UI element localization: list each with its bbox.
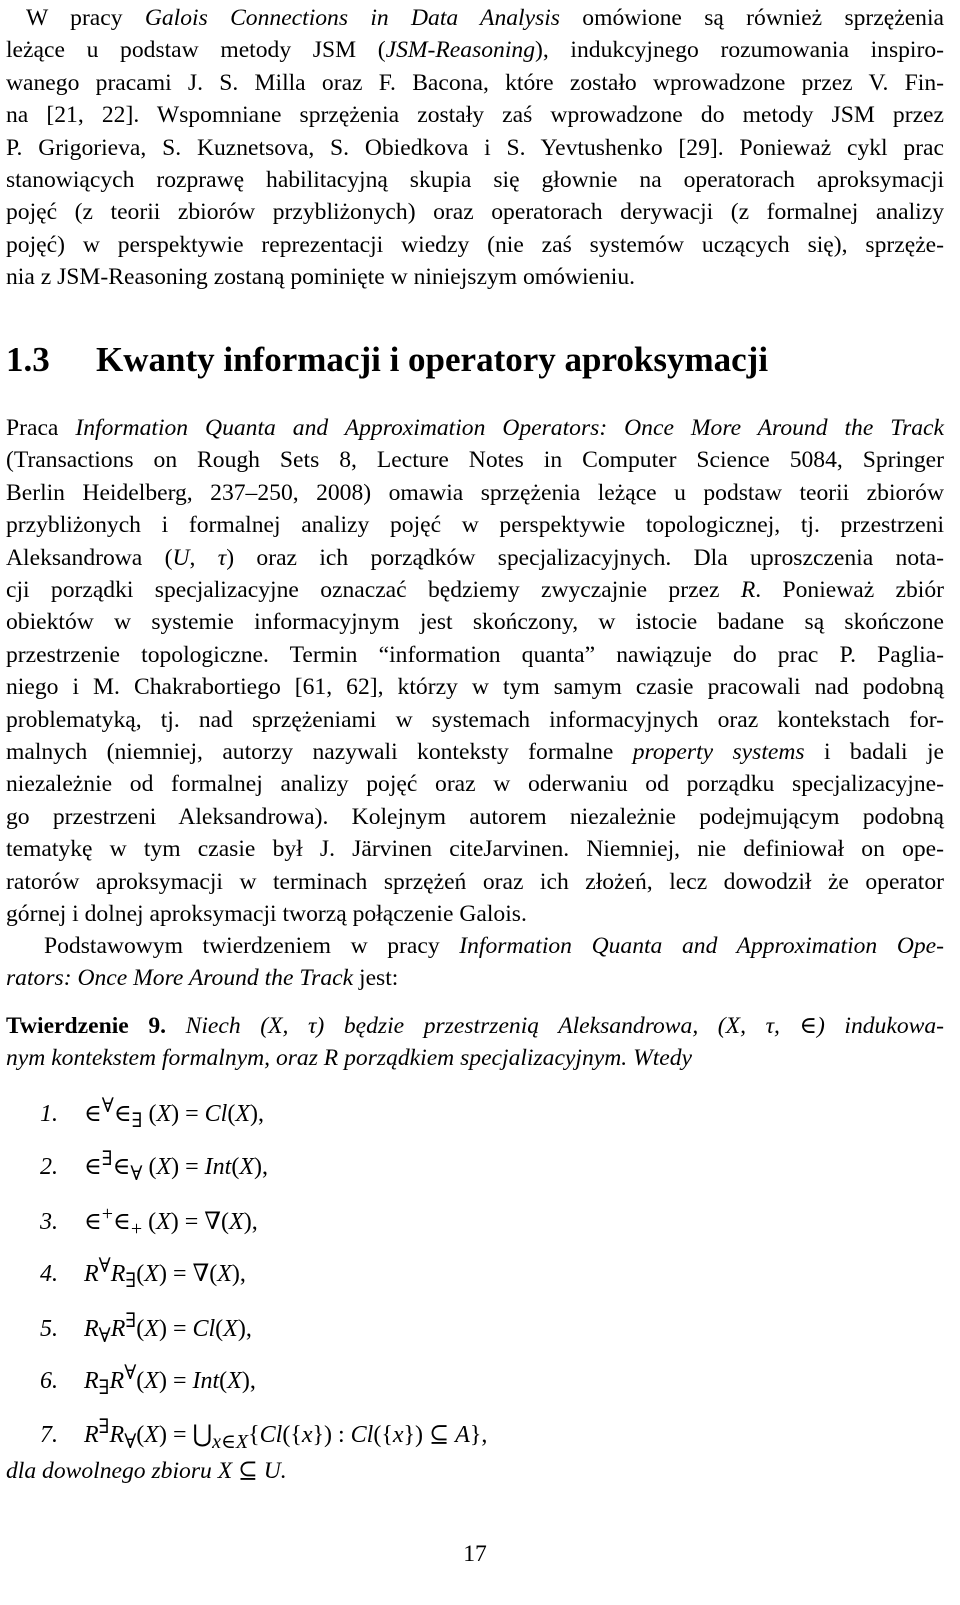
list-item: 5. $R_\forall R^\exists(X) = Cl(X)$, [40,1310,252,1347]
theorem-statement [6,1010,944,1075]
text-line: Twierdzenie 9. Niech (X, τ) będzie przestrzenią Aleksandrowa, (X, τ, ∈) indukowa- [6,1013,945,1039]
item-number: 6. [40,1368,58,1394]
theorem-label: Twierdzenie 9. [6,1013,167,1039]
text-line: rators: Once More Around the Track jest: [6,965,399,992]
text-line: nia z JSM-Reasoning zostaną pominięte w niniejszym omówieniu. [6,264,636,291]
text-line: tematykę w tym czasie był J. Järvinen citeJarvinen. Niemniej, nie definiował on ope- [6,836,944,863]
text-line: go przestrzeni Aleksandrowa). Kolejnym autorem niezależnie podejmującym podobną [6,803,944,830]
text-line: ratorów aproksymacji w terminach sprzężeń oraz ich złożeń, lecz dowodził że operator [6,868,944,895]
list-item: 7. $R^\exists R_\forall(X)$ = $⋃_{x\in X}\{Cl(\{x\})$ : Cl({x}) ⊆ A}, [40,1416,488,1453]
text-line: wanego pracami J. S. Milla oraz F. Bacona, które zostało wprowadzone przez V. Fin- [6,69,944,96]
text-line: leżące u podstaw metody JSM (JSM-Reasoning), indukcyjnego rozumowania inspiro- [6,37,944,64]
text-line: cji porządki specjalizacyjne oznaczać będziemy zwyczajnie przez R. Ponieważ zbiór [6,577,945,604]
text-line: Aleksandrowa (U, τ) oraz ich porządków specjalizacyjnych. Dla uproszczenia nota- [6,544,945,571]
text-line: niezależnie od formalnej analizy pojęć oraz w oderwaniu od porządku specjalizacyjne- [6,771,944,798]
text-line: Berlin Heidelberg, 237–250, 2008) omawia sprzężenia leżące u podstaw teorii zbiorów [6,479,944,506]
text-line: malnych (niemniej, autorzy nazywali konteksty formalne property systems i badali je [6,739,944,766]
list-item: 3. $\in^+\in_+$ (X) = ∇(X), [40,1203,258,1240]
paragraph-jsm [6,2,944,294]
item-number: 7. [40,1422,58,1448]
text-line: na [21, 22]. Wspomniane sprzężenia zostały zaś wprowadzone do metody JSM przez [6,102,944,129]
text-line: Podstawowym twierdzeniem w pracy Information Quanta and Approximation Ope- [44,933,944,959]
section-number: 1.3 [6,340,50,379]
text-line: W pracy Galois Connections in Data Analysis omówione są również sprzężenia [26,5,944,31]
text-line: niego i M. Chakrabortiego [61, 62], którzy w tym samym czasie pracowali nad podobną [6,674,944,701]
list-item: 6. $R_\exists R^\forall(X) = Int(X)$, [40,1362,256,1399]
text-line: nym kontekstem formalnym, oraz R porządkiem specjalizacyjnym. Wtedy [6,1045,693,1072]
text-line: obiektów w systemie informacyjnym jest skończony, w istocie badane są skończone [6,609,944,636]
list-item: 4. $R^\forall R_\exists(X) = \nabla(X)$, [40,1255,246,1292]
text-line: górnej i dolnej aproksymacji tworzą połączenie Galois. [6,901,527,928]
item-number: 1. [40,1101,58,1127]
text-line: pojęć) w perspektywie reprezentacji wiedzy (nie zaś systemów uczących się), sprzęże- [6,231,944,258]
text-line: przestrzenie topologiczne. Termin “information quanta” nawiązuje do prac P. Paglia- [6,641,944,668]
text-line: (Transactions on Rough Sets 8, Lecture Notes in Computer Science 5084, Springer [6,447,944,474]
list-item: 2. $\in^\exists\in_\forall$ (X) = Int(X), [40,1148,269,1185]
text-line: przybliżonych i formalnej analizy pojęć w perspektywie topologicznej, tj. przestrzeni [6,512,944,539]
text-line: P. Grigorieva, S. Kuznetsova, S. Obiedkova i S. Yevtushenko [29]. Ponieważ cykl prac [6,134,944,161]
paragraph-information-quanta [6,412,944,931]
text-line: Praca Information Quanta and Approximation Operators: Once More Around the Track [6,415,944,441]
item-number: 2. [40,1154,58,1180]
text-line: problematyką, tj. nad sprzężeniami w systemach informacyjnych oraz kontekstach for- [6,706,944,733]
item-number: 5. [40,1316,58,1342]
text-line: stanowiących rozprawę habilitacyjną skupia się głownie na operatorach aproksymacji [6,167,944,194]
item-number: 3. [40,1209,58,1235]
theorem-footer: dla dowolnego zbioru X ⊆ U. [6,1458,287,1484]
item-number: 4. [40,1261,58,1287]
section-title: Kwanty informacji i operatory aproksymacji [96,340,769,379]
paragraph-theorem-intro [6,930,944,995]
text-line: pojęć (z teorii zbiorów przybliżonych) oraz operatorach derywacji (z formalnej analizy [6,199,944,226]
page-number: 17 [463,1541,487,1567]
section-heading [6,340,944,380]
list-item: 1. $\in^\forall\in_\exists$ (X) = Cl(X), [40,1095,265,1132]
